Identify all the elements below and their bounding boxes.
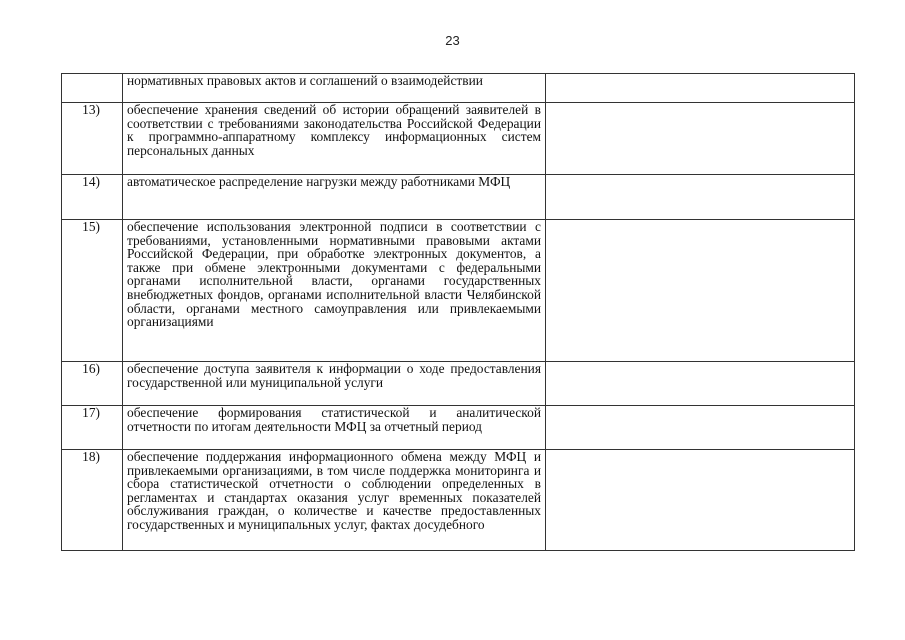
empty-cell bbox=[546, 362, 855, 406]
row-text: обеспечение доступа заявителя к информации о ходе предоставления государственной или муниципальной услуги bbox=[123, 362, 546, 406]
empty-cell bbox=[546, 220, 855, 362]
empty-cell bbox=[546, 406, 855, 450]
row-text: автоматическое распределение нагрузки между работниками МФЦ bbox=[123, 175, 546, 220]
empty-cell bbox=[546, 74, 855, 103]
table-row bbox=[62, 175, 855, 220]
row-number: 13) bbox=[62, 103, 123, 175]
table-row bbox=[62, 74, 855, 103]
table-row bbox=[62, 103, 855, 175]
row-number: 16) bbox=[62, 362, 123, 406]
row-text: нормативных правовых актов и соглашений о взаимодействии bbox=[123, 74, 546, 103]
row-number: 18) bbox=[62, 450, 123, 551]
row-number: 14) bbox=[62, 175, 123, 220]
requirements-table bbox=[61, 73, 855, 551]
table-row bbox=[62, 406, 855, 450]
empty-cell bbox=[546, 103, 855, 175]
row-number: 15) bbox=[62, 220, 123, 362]
table-row bbox=[62, 450, 855, 551]
table-row bbox=[62, 362, 855, 406]
empty-cell bbox=[546, 450, 855, 551]
empty-cell bbox=[546, 175, 855, 220]
row-text: обеспечение формирования статистической и аналитической отчетности по итогам деятельности МФЦ за отчетный период bbox=[123, 406, 546, 450]
row-number bbox=[62, 74, 123, 103]
table-row bbox=[62, 220, 855, 362]
page-number: 23 bbox=[445, 33, 460, 48]
row-text: обеспечение поддержания информационного обмена между МФЦ и привлекаемыми организациями, в том числе поддержка мониторинга и сбора статистической отчетности о соблюдении определенных в регламентах и стандартах оказания услуг временных показателей обслуживания граждан, о количестве и качестве предоставленных государственных и муниципальных услуг, фактах досудебного bbox=[123, 450, 546, 551]
row-number: 17) bbox=[62, 406, 123, 450]
row-text: обеспечение хранения сведений об истории обращений заявителей в соответствии с требованиями законодательства Российской Федерации к программно-аппаратному комплексу информационных систем персональных данных bbox=[123, 103, 546, 175]
row-text: обеспечение использования электронной подписи в соответствии с требованиями, установленными нормативными правовыми актами Российской Федерации, при обработке электронных документов, а также при обмене электронными документами с федеральными органами исполнительной власти, органами государственных внебюджетных фондов, органами исполнительной власти Челябинской области, органами местного самоуправления или привлекаемыми организациями bbox=[123, 220, 546, 362]
